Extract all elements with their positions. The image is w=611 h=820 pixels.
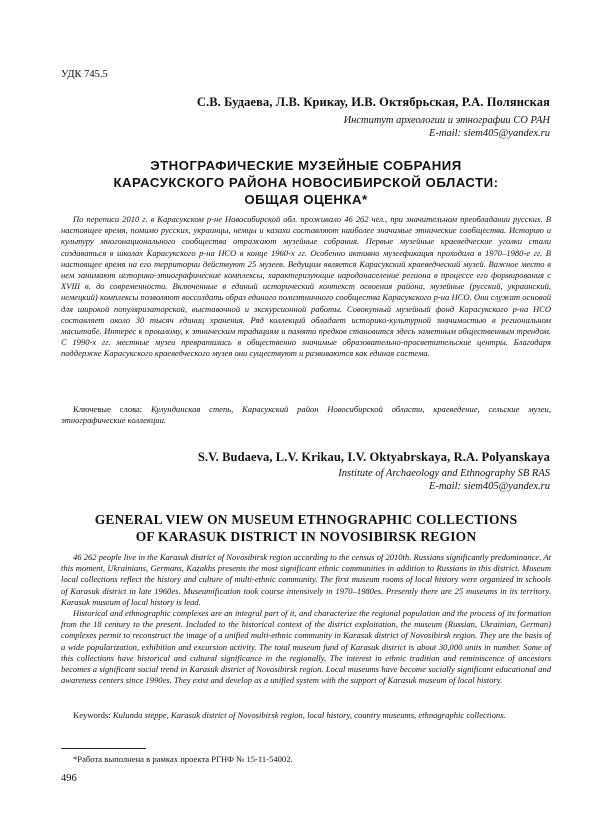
footnote-divider: [61, 748, 146, 749]
en-institute: Institute of Archaeology and Ethnography SB RAS: [338, 468, 550, 479]
ru-institute: Институт археологии и этнографии СО РАН: [343, 115, 550, 126]
ru-authors: С.В. Будаева, Л.В. Крикау, И.В. Октябрьская, Р.А. Полянская: [196, 95, 550, 109]
footnote: *Работа выполнена в рамках проекта РГНФ № 15-11-54002.: [73, 754, 293, 764]
en-keywords-text: Kulunda steppe, Karasuk district of Novosibirsk region, local history, country museums, ethnographic collections.: [112, 710, 506, 720]
udk-code: УДК 745.5: [61, 69, 108, 80]
ru-keywords: [61, 404, 551, 426]
en-keywords: [61, 710, 551, 721]
ru-title-line-1: ЭТНОГРАФИЧЕСКИЕ МУЗЕЙНЫЕ СОБРАНИЯ: [150, 158, 462, 173]
ru-title: [61, 157, 551, 208]
ru-email: E-mail: siem405@yandex.ru: [428, 128, 550, 139]
en-keywords-label: Keywords:: [73, 710, 111, 720]
page-number: 496: [61, 773, 77, 784]
ru-keywords-text: Кулундинская степь, Карасукский район Новосибирской области, краеведение, сельские музеи, этнографические коллекции.: [61, 404, 551, 426]
en-abstract-paragraph-2: Historical and ethnographic complexes are an integral part of it, and characterize the regional population and the process of its formation from the 18 century to the present. Included to the historical context of the district exploitation, the museum (Russian, Ukrainian, German) complexes permit to reconstruct the image of a unified multi-ethnic community in Karasuk district of Novosibirsk region. They are the basis of a wide popularization, exhibition and excursion activity. The total museum fund of Karasuk district is about 30,000 units in number. Some of this collections have historical and cultural significance in the regionally. The interest in ethnic tradition and reminiscence of ancestors becomes a significant social trend in Karasuk district of Novosibirsk region. Local museums have become socially significant educational and awareness centers since 1990es. They exist and develop as a unified system with the support of Karasuk museum of local history.: [61, 608, 551, 686]
ru-title-line-3: ОБЩАЯ ОЦЕНКА*: [244, 192, 368, 207]
en-authors: S.V. Budaeva, L.V. Krikau, I.V. Oktyabrskaya, R.A. Polyanskaya: [197, 450, 550, 464]
en-abstract-paragraph-1: 46 262 people live in the Karasuk district of Novosibirsk region according to the census of 2010th. Russians significantly predominance. At this moment, Ukrainians, Germans, Kazakhs presents the most significant ethnic communities in addition to Russians in this district. Museum local collections reflect the history and culture of multi-ethnic community. The first museum rooms of local history were organized in schools of Karasuk district in late 1960es. Museumification took course intensively in 1970–1980es. Presently there are 25 museums in its territory. Karasuk museum of local history is lead.: [61, 552, 551, 607]
ru-title-line-2: КАРАСУКСКОГО РАЙОНА НОВОСИБИРСКОЙ ОБЛАСТИ:: [113, 175, 499, 190]
en-title-line-2: OF KARASUK DISTRICT IN NOVOSIBIRSK REGION: [135, 529, 477, 544]
en-title: [61, 511, 551, 545]
ru-abstract: По переписи 2010 г. в Карасукском р-не Новосибирской обл. проживало 46 262 чел., при значительном преобладании русских. В настоящее время, помимо русских, украинцы, немцы и казахи составляют наиболее значимые этнические сообщества. Историю и культуру многонационального сообщества отражают музейные собрания. Первые музейные краеведческие уголки стали создаваться в школах Карасукского р-на НСО в конце 1960-х гг. Особенно активно музеефикация проходила в 1970–1980-е гг. В настоящее время на его территории действуют 25 музеев. Ведущим является Карасукский краеведческий музей. Важное место в нем занимают историко-этнографические комплексы, характеризующие народонаселение региона в процессе его формирования с XVIII в. до современности. Включенные в единый исторический контекст освоения района, музейные (русский, украинский, немецкий) комплексы позволяют воссоздать образ единого полиэтничного сообщества Карасукского р-на НСО. Они служат основой для широкой популяризаторской, выставочной и экскурсионной работы. Совокупный музейный фонд Карасукского р-на НСО составляет около 30 тысяч единиц хранения. Ряд коллекций обладает историко-культурной значимостью в региональном масштабе. Интерес к прошлому, к этническим традициям и памяти предков становится здесь заметным общественным трендом. С 1990-х гг. местные музеи превратились в общественно значимые образовательно-просветительские центры. Благодаря поддержке Карасукского краеведческого музея они существуют и развиваются как единая система.: [61, 214, 551, 359]
en-email: E-mail: siem405@yandex.ru: [428, 481, 550, 492]
ru-keywords-label: Ключевые слова:: [73, 404, 143, 414]
en-title-line-1: GENERAL VIEW ON MUSEUM ETHNOGRAPHIC COLLECTIONS: [94, 512, 518, 527]
